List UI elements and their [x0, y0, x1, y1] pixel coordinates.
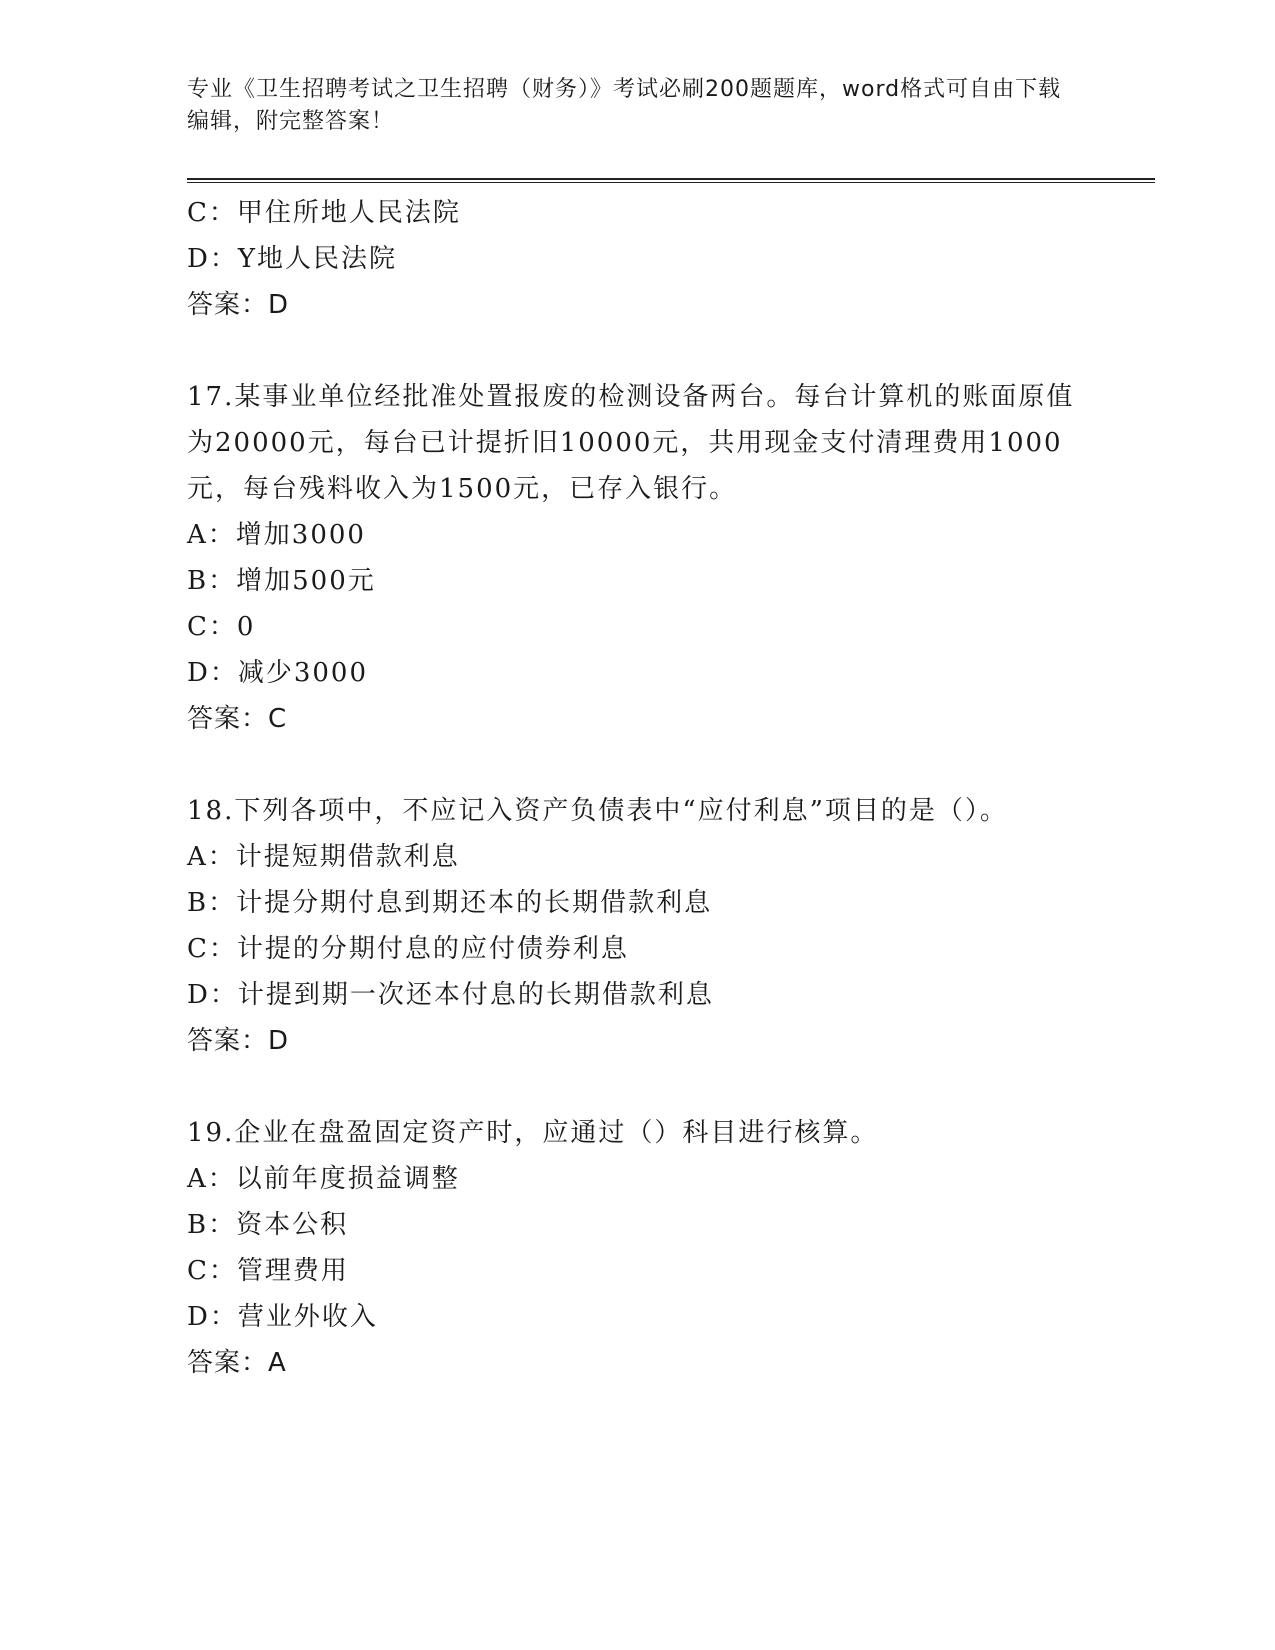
- option-b: B：资本公积: [187, 1210, 349, 1240]
- header-divider: [187, 178, 1155, 183]
- document-title: 专业《卫生招聘考试之卫生招聘（财务）》考试必刷200题题库，word格式可自由下载编辑，附完整答案！: [187, 77, 1062, 134]
- answer-line: 答案：D: [187, 1026, 290, 1056]
- option-b: B：计提分期付息到期还本的长期借款利息: [187, 888, 713, 918]
- question-stem: 18.下列各项中，不应记入资产负债表中“应付利息”项目的是（）。: [187, 796, 1008, 826]
- option-a: A：增加3000: [187, 520, 366, 550]
- option-c: C：0: [187, 612, 256, 642]
- page-header: [187, 74, 1067, 138]
- option-b: B：增加500元: [187, 566, 376, 596]
- question-17: [187, 374, 1087, 742]
- question-19: [187, 1110, 1087, 1386]
- question-stem: 17.某事业单位经批准处置报废的检测设备两台。每台计算机的账面原值为20000元，每台已计提折旧10000元，共用现金支付清理费用1000元，每台残料收入为1500元，已存入银行。: [187, 382, 1075, 504]
- answer-line: 答案：C: [187, 704, 288, 734]
- option-d: D：营业外收入: [187, 1302, 378, 1332]
- option-a: A：计提短期借款利息: [187, 842, 460, 872]
- previous-question-continuation: [187, 190, 1087, 328]
- question-list: [187, 190, 1087, 1386]
- option-d: D：减少3000: [187, 658, 369, 688]
- option-c: C：计提的分期付息的应付债券利息: [187, 934, 629, 964]
- question-18: [187, 788, 1087, 1064]
- answer-line: 答案：D: [187, 290, 290, 320]
- option-c: C：管理费用: [187, 1256, 349, 1286]
- answer-line: 答案：A: [187, 1348, 287, 1378]
- option-d: D：计提到期一次还本付息的长期借款利息: [187, 980, 714, 1010]
- option-c: C：甲住所地人民法院: [187, 198, 461, 228]
- question-stem: 19.企业在盘盈固定资产时，应通过（）科目进行核算。: [187, 1118, 879, 1148]
- option-a: A：以前年度损益调整: [187, 1164, 460, 1194]
- option-d: D：Y地人民法院: [187, 244, 398, 274]
